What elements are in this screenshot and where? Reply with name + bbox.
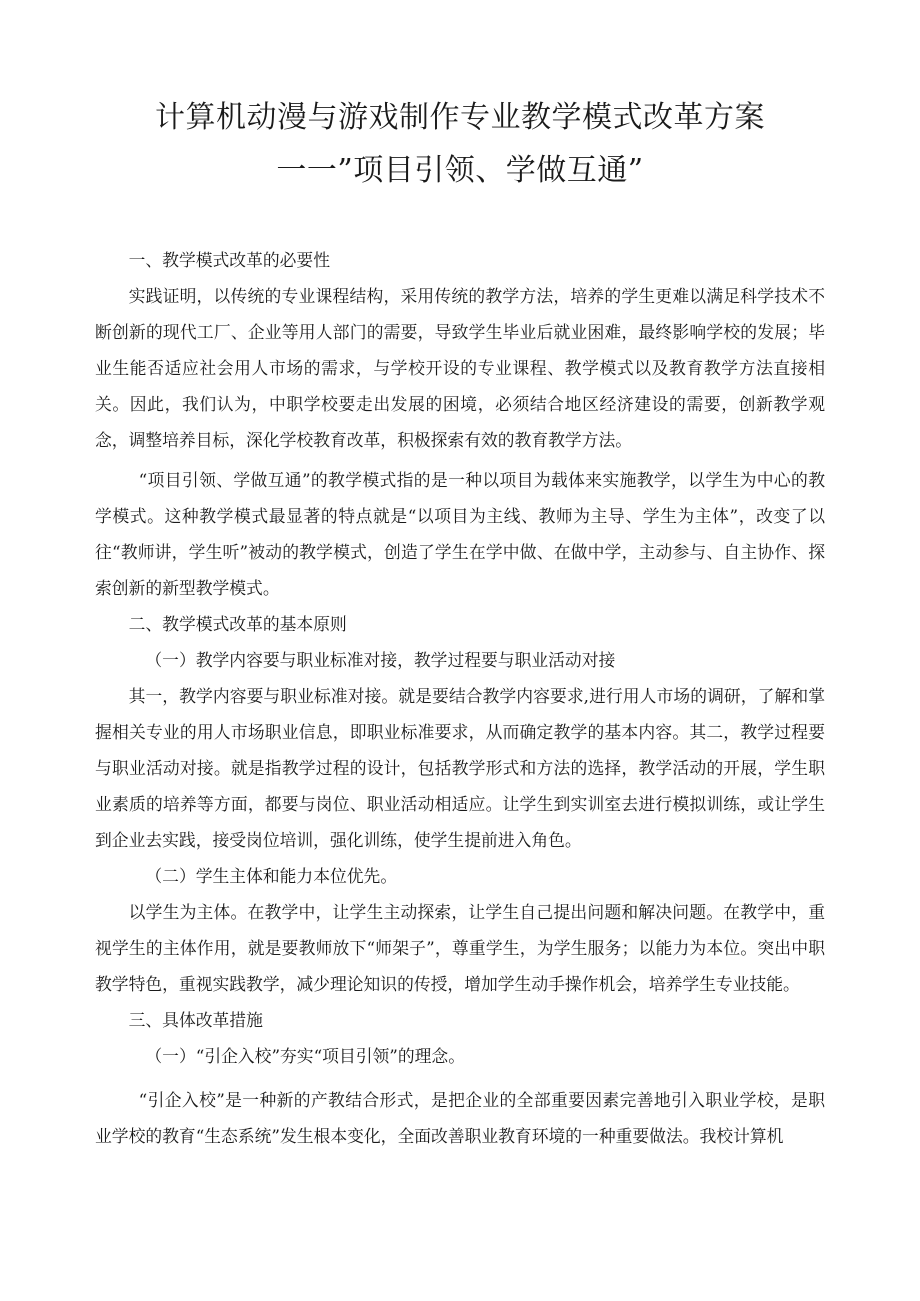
body-paragraph: “项目引领、学做互通”的教学模式指的是一种以项目为载体来实施教学，以学生为中心的教学模式。这种教学模式最显著的特点就是“以项目为主线、教师为主导、学生为主体”，改变了以往“教师讲，学生听”被动的教学模式，创造了学生在学中做、在做中学，主动参与、自主协作、探索创新的新型教学模式。 — [95, 470, 825, 598]
body-paragraph: 其一，教学内容要与职业标准对接。就是要结合教学内容要求,进行用人市场的调研，了解和掌握相关专业的用人市场职业信息，即职业标准要求，从而确定教学的基本内容。其二，教学过程要与职业活动对接。就是指教学过程的设计，包括教学形式和方法的选择，教学活动的开展，学生职业素质的培养等方面，都要与岗位、职业活动相适应。让学生到实训室去进行模拟训练，或让学生到企业去实践，接受岗位培训，强化训练，使学生提前进入角色。 — [95, 686, 825, 850]
section-heading-2: 二、教学模式改革的基本原则 — [128, 614, 347, 634]
document-body — [95, 242, 825, 1154]
subsection-heading: （一）教学内容要与职业标准对接，教学过程要与职业活动对接 — [145, 650, 616, 670]
section-heading-1: 一、教学模式改革的必要性 — [128, 250, 330, 270]
subsection-heading: （一）“引企入校”夯实“项目引领”的理念。 — [145, 1046, 465, 1066]
body-paragraph: “引企入校”是一种新的产教结合形式，是把企业的全部重要因素完善地引入职业学校，是职业学校的教育“生态系统”发生根本变化，全面改善职业教育环境的一种重要做法。我校计算机 — [95, 1090, 825, 1146]
document-subtitle: 一一”项目引领、学做互通” — [276, 153, 644, 188]
body-paragraph: 实践证明，以传统的专业课程结构，采用传统的教学方法，培养的学生更难以满足科学技术不断创新的现代工厂、企业等用人部门的需要，导致学生毕业后就业困难，最终影响学校的发展；毕业生能否适应社会用人市场的需求，与学校开设的专业课程、教学模式以及教育教学方法直接相关。因此，我们认为，中职学校要走出发展的困境，必须结合地区经济建设的需要，创新教学观念，调整培养目标，深化学校教育改革，积极探索有效的教育教学方法。 — [95, 286, 825, 450]
section-heading-3: 三、具体改革措施 — [128, 1010, 263, 1030]
subsection-heading: （二）学生主体和能力本位优先。 — [145, 866, 398, 886]
document-title: 计算机动漫与游戏制作专业教学模式改革方案 — [155, 100, 765, 135]
body-paragraph: 以学生为主体。在教学中，让学生主动探索，让学生自己提出问题和解决问题。在教学中，重视学生的主体作用，就是要教师放下“师架子”，尊重学生，为学生服务；以能力为本位。突出中职教学特色，重视实践教学，减少理论知识的传授，增加学生动手操作机会，培养学生专业技能。 — [95, 902, 825, 994]
